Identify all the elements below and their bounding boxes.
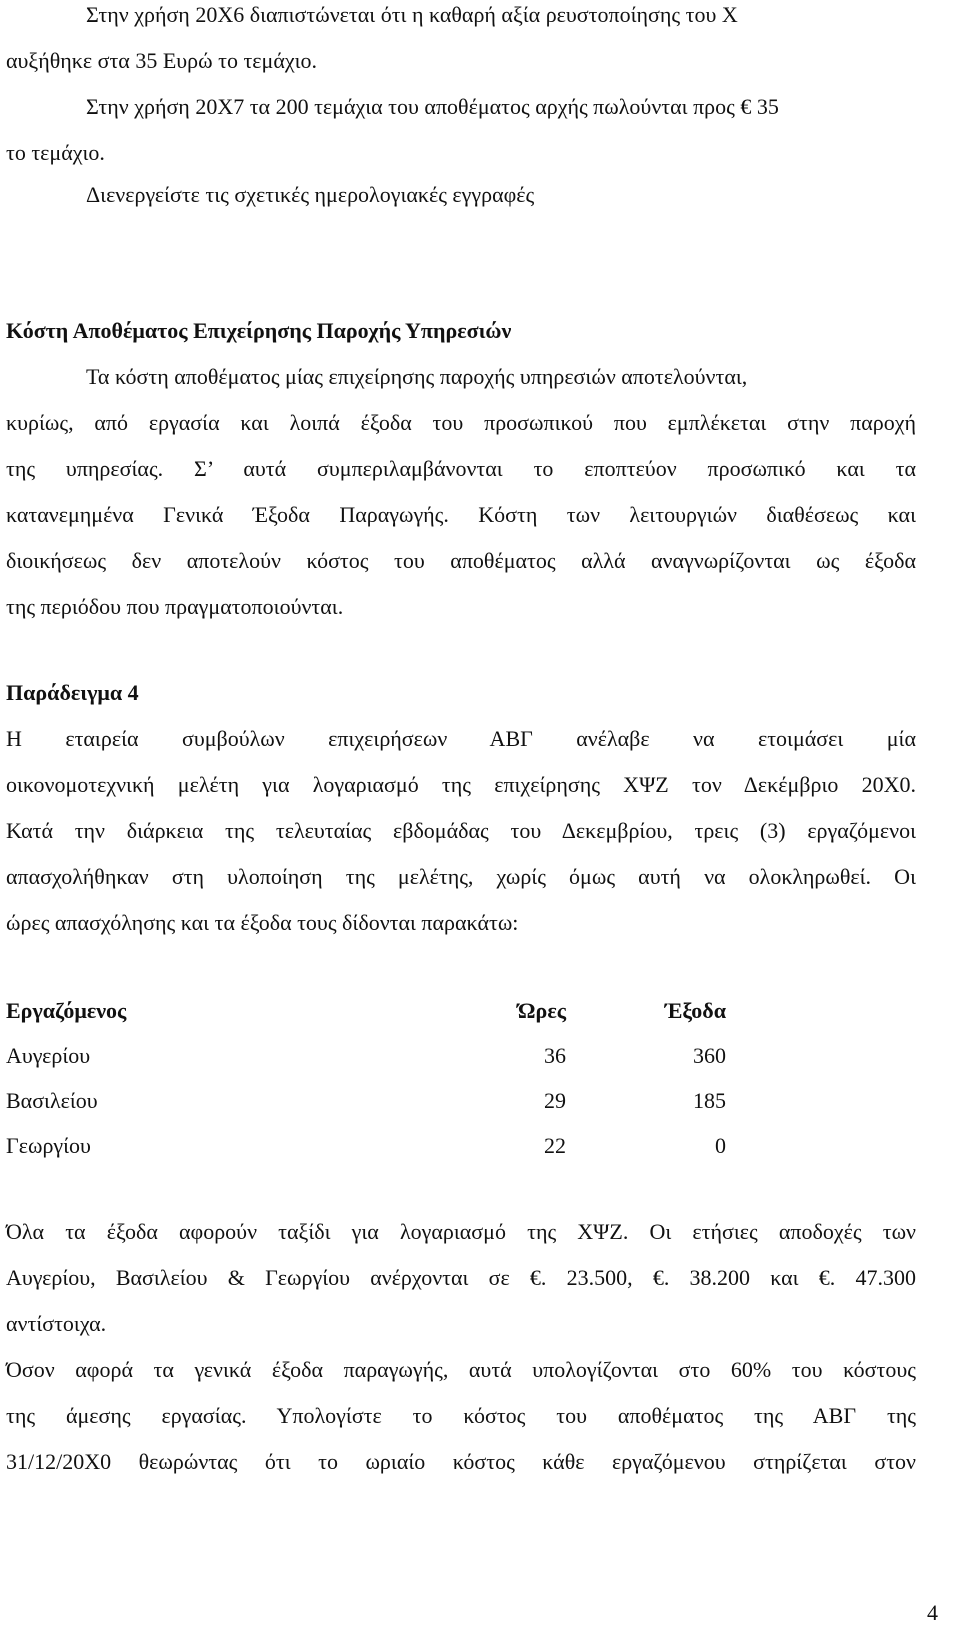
cell-employee: Αυγερίου xyxy=(6,1043,91,1068)
text-line: Όλα τα έξοδα αφορούν ταξίδι για λογαριασμό της ΧΨΖ. Οι ετήσιες αποδοχές των xyxy=(6,1219,916,1244)
text-line: 31/12/20Χ0 θεωρώντας ότι το ωριαίο κόστος κάθε εργαζόμενου στηρίζεται στον xyxy=(6,1449,916,1474)
example-heading: Παράδειγμα 4 xyxy=(6,680,139,705)
section-paragraph xyxy=(6,354,916,630)
cell-expenses: 360 xyxy=(693,1043,726,1068)
cell-employee: Γεωργίου xyxy=(6,1133,91,1158)
header-hours: Ώρες xyxy=(517,998,566,1023)
cell-hours: 22 xyxy=(544,1133,566,1158)
text-line: της περιόδου που πραγματοποιούνται. xyxy=(6,594,344,619)
table-header-row xyxy=(6,988,726,1033)
cell-expenses: 185 xyxy=(693,1088,726,1113)
section-heading: Κόστη Αποθέματος Επιχείρησης Παροχής Υπηρεσιών xyxy=(6,318,512,343)
text-line: Τα κόστη αποθέματος μίας επιχείρησης παροχής υπηρεσιών αποτελούνται, xyxy=(86,364,748,389)
text-line: της υπηρεσίας. Σ’ αυτά συμπεριλαμβάνονται το εποπτεύον προσωπικό και τα xyxy=(6,456,916,481)
cell-hours: 36 xyxy=(544,1043,566,1068)
text-line: Διενεργείστε τις σχετικές ημερολογιακές εγγραφές xyxy=(86,182,535,207)
text-line: το τεμάχιο. xyxy=(6,140,105,165)
text-line: οικονομοτεχνική μελέτη για λογαριασμό της επιχείρησης ΧΨΖ τον Δεκέμβριο 20Χ0. xyxy=(6,772,916,797)
header-expenses: Έξοδα xyxy=(664,998,726,1023)
text-line: αντίστοιχα. xyxy=(6,1311,107,1336)
instruction-line xyxy=(6,172,916,218)
text-line: ώρες απασχόλησης και τα έξοδα τους δίδονται παρακάτω: xyxy=(6,910,519,935)
text-line: κατανεμημένα Γενικά Έξοδα Παραγωγής. Κόστη των λειτουργιών διαθέσεως και xyxy=(6,502,916,527)
salaries-paragraph xyxy=(6,1209,916,1347)
text-line: απασχολήθηκαν στη υλοποίηση της μελέτης, χωρίς όμως αυτή να ολοκληρωθεί. Οι xyxy=(6,864,916,889)
text-line: Κατά την διάρκεια της τελευταίας εβδομάδας του Δεκεμβρίου, τρεις (3) εργαζόμενοι xyxy=(6,818,916,843)
text-line: της άμεσης εργασίας. Υπολογίστε το κόστος του αποθέματος της ΑΒΓ της xyxy=(6,1403,916,1428)
text-line: διοικήσεως δεν αποτελούν κόστος του αποθέματος αλλά αναγνωρίζονται ως έξοδα xyxy=(6,548,916,573)
text-line: κυρίως, από εργασία και λοιπά έξοδα του προσωπικού που εμπλέκεται στην παροχή xyxy=(6,410,916,435)
text-line: Στην χρήση 20Χ7 τα 200 τεμάχια του αποθέματος αρχής πωλούνται προς € 35 xyxy=(86,94,779,119)
page-number: 4 xyxy=(927,1600,938,1625)
intro-paragraph xyxy=(6,0,916,176)
table-row xyxy=(6,1123,726,1168)
employee-costs-table xyxy=(6,988,726,1168)
text-line: αυξήθηκε στα 35 Ευρώ το τεμάχιο. xyxy=(6,48,318,73)
table-row xyxy=(6,1078,726,1123)
text-line: Όσον αφορά τα γενικά έξοδα παραγωγής, αυτά υπολογίζονται στο 60% του κόστους xyxy=(6,1357,916,1382)
text-line: Η εταιρεία συμβούλων επιχειρήσεων ΑΒΓ ανέλαβε να ετοιμάσει μία xyxy=(6,726,916,751)
text-line: Αυγερίου, Βασιλείου & Γεωργίου ανέρχονται σε €. 23.500, €. 38.200 και €. 47.300 xyxy=(6,1265,916,1290)
text-line: Στην χρήση 20Χ6 διαπιστώνεται ότι η καθαρή αξία ρευστοποίησης του Χ xyxy=(86,2,738,27)
table-row xyxy=(6,1033,726,1078)
cell-hours: 29 xyxy=(544,1088,566,1113)
cell-expenses: 0 xyxy=(715,1133,726,1158)
cell-employee: Βασιλείου xyxy=(6,1088,98,1113)
example-paragraph xyxy=(6,716,916,946)
header-employee: Εργαζόμενος xyxy=(6,998,127,1023)
overhead-paragraph xyxy=(6,1347,916,1485)
